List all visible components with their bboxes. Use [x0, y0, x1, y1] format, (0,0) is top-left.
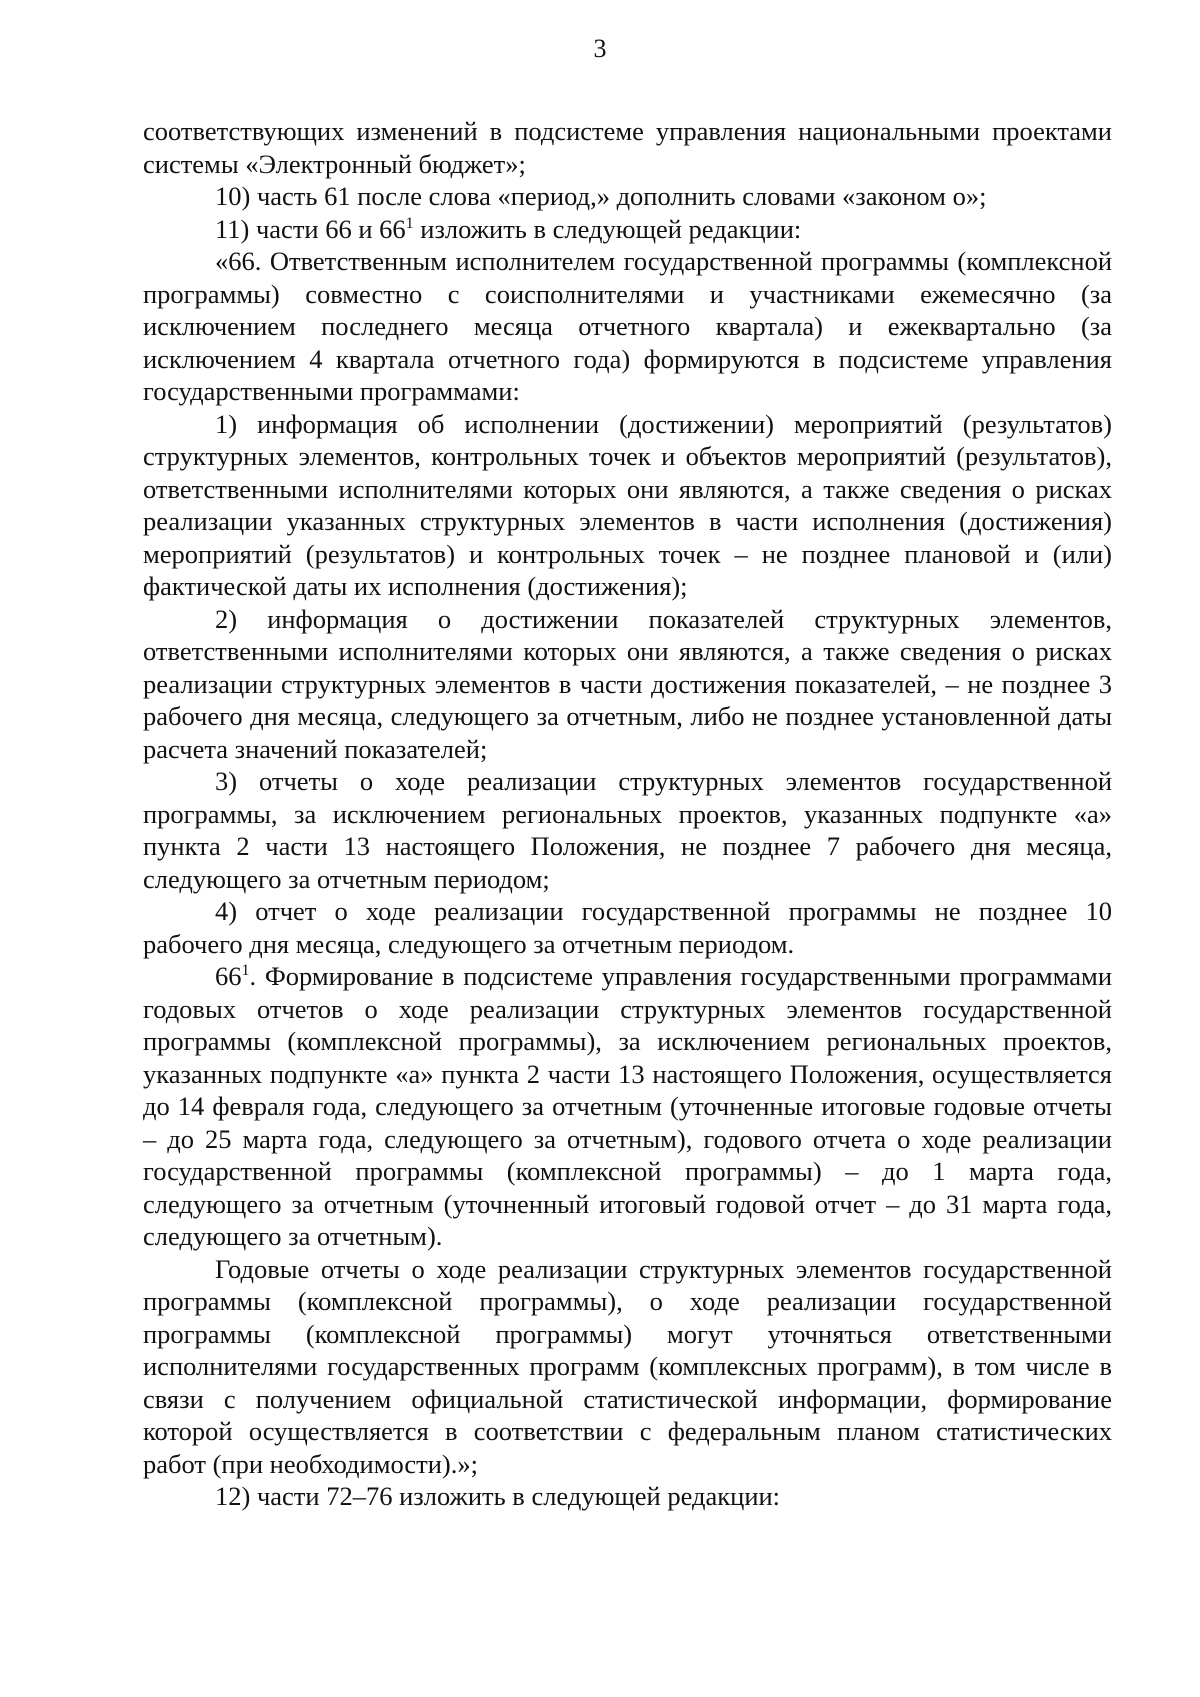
part-66-1-number: 66 [215, 961, 242, 991]
document-body [143, 115, 1112, 1513]
paragraph-subitem-3: 3) отчеты о ходе реализации структурных элементов государственной программы, за исключением региональных проектов, указанных подпункте «а» пункта 2 части 13 настоящего Положения, не позднее 7 рабочего дня месяца, следующего за отчетным периодом; [143, 766, 1112, 894]
superscript-index: 1 [405, 214, 414, 232]
paragraph-part-66-1 [143, 960, 1112, 1253]
paragraph-item-10: 10) часть 61 после слова «период,» дополнить словами «законом о»; [215, 181, 987, 211]
superscript-index: 1 [241, 962, 250, 979]
paragraph-subitem-4: 4) отчет о ходе реализации государственной программы не позднее 10 рабочего дня месяца, следующего за отчетным периодом. [143, 896, 1112, 959]
paragraph-subitem-2: 2) информация о достижении показателей структурных элементов, ответственными исполнителями которых они являются, а также сведения о рисках реализации структурных элементов в части достижения показателей, – не позднее 3 рабочего дня месяца, следующего за отчетным, либо не позднее установленной даты расчета значений показателей; [143, 603, 1112, 764]
page-number: 3 [593, 34, 607, 63]
paragraph-item-12: 12) части 72–76 изложить в следующей редакции: [215, 1481, 781, 1511]
item-11-text-end: изложить в следующей редакции: [413, 213, 802, 244]
paragraph-annual-reports: Годовые отчеты о ходе реализации структурных элементов государственной программы (комплексной программы), о ходе реализации государственной программы (комплексной программы) могут уточняться ответственными исполнителями государственных программ (комплексных программ), в том числе в связи с получением официальной статистической информации, формирование которой осуществляется в соответствии с федеральным планом статистических работ (при необходимости).»; [143, 1253, 1112, 1479]
paragraph-subitem-1: 1) информация об исполнении (достижении) мероприятий (результатов) структурных элементов, контрольных точек и объектов мероприятий (результатов), ответственными исполнителями которых они являются, а также сведения о рисках реализации указанных структурных элементов в части исполнения (достижения) мероприятий (результатов) и контрольных точек – не позднее плановой и (или) фактической даты их исполнения (достижения); [143, 408, 1112, 601]
paragraph-part-66: «66. Ответственным исполнителем государственной программы (комплексной программы) совместно с соисполнителями и участниками ежемесячно (за исключением последнего месяца отчетного квартала) и ежеквартально (за исключением 4 квартала отчетного года) формируются в подсистеме управления государственными программами: [143, 246, 1112, 406]
paragraph-item-11 [143, 213, 1112, 246]
paragraph-continuation: соответствующих изменений в подсистеме управления национальными проектами системы «Электронный бюджет»; [143, 116, 1112, 179]
part-66-1-text: . Формирование в подсистеме управления государственными программами годовых отчетов о ходе реализации структурных элементов государственной программы (комплексной программы), за исключением региональных проектов, указанных подпункте «а» пункта 2 части 13 настоящего Положения, осуществляется до 14 февраля года, следующего за отчетным (уточненные итоговые годовые отчеты – до 25 марта года, следующего за отчетным), годового отчета о ходе реализации государственной программы (комплексной программы) – до 1 марта года, следующего за отчетным (уточненный итоговый годовой отчет – до 31 марта года, следующего за отчетным). [143, 961, 1112, 1251]
item-11-text-start: 11) части 66 и 66 [215, 213, 406, 244]
